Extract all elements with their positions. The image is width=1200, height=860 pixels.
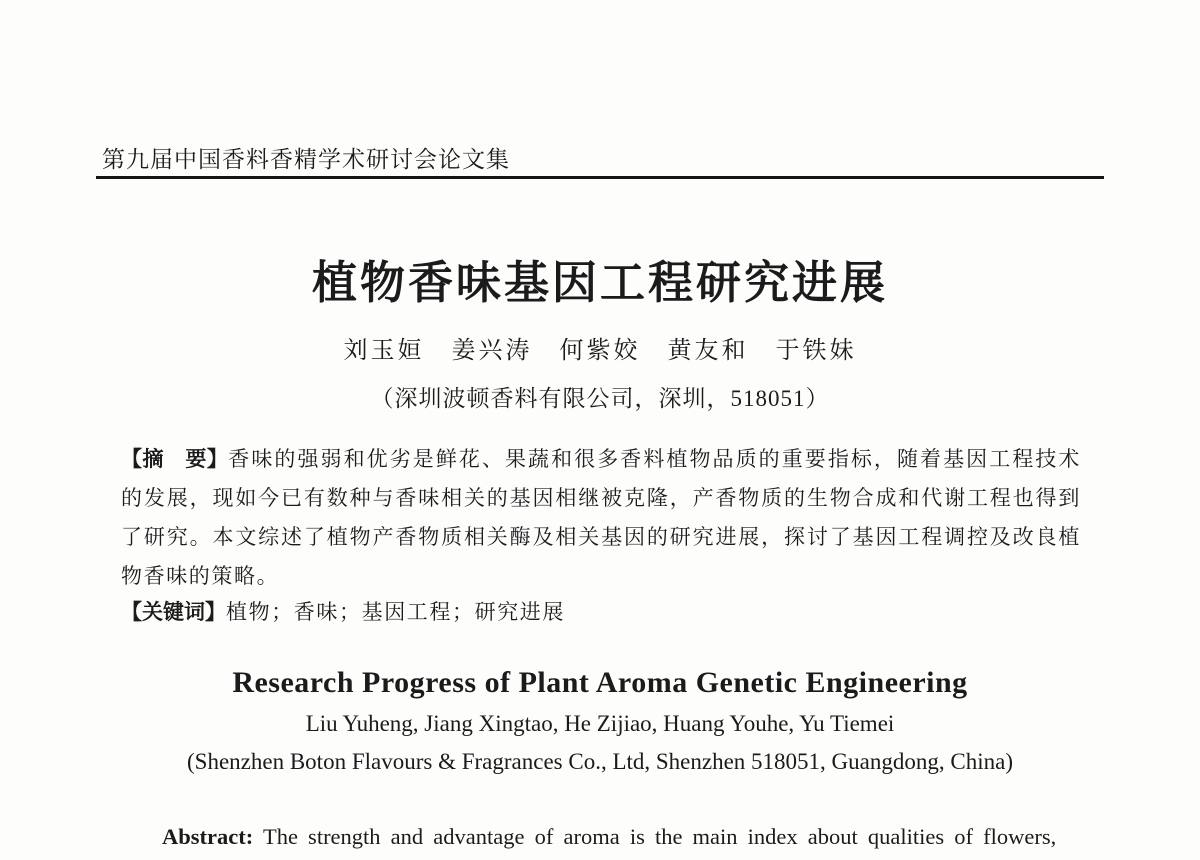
abstract-cn: [121, 440, 1081, 596]
header-rule-divider: [96, 176, 1104, 179]
abstract-label-cn: 【摘 要】: [121, 448, 229, 471]
keywords-label-cn: 【关键词】: [121, 601, 226, 624]
authors-en: Liu Yuheng, Jiang Xingtao, He Zijiao, Huang Youhe, Yu Tiemei: [305, 711, 895, 736]
abstract-en: [162, 820, 1162, 853]
abstract-label-en: Abstract:: [162, 824, 254, 849]
affiliation-cn: （深圳波顿香料有限公司，深圳，518051）: [370, 386, 830, 411]
paper-title-en: Research Progress of Plant Aroma Genetic Engineering: [232, 666, 968, 699]
keywords-cn: [121, 595, 1081, 630]
abstract-text-cn: 香味的强弱和优劣是鲜花、果蔬和很多香料植物品质的重要指标，随着基因工程技术的发展，现如今已有数种与香味相关的基因相继被克隆，产香物质的生物合成和代谢工程也得到了研究。本文综述了植物产香物质相关酶及相关基因的研究进展，探讨了基因工程调控及改良植物香味的策略。: [121, 447, 1081, 588]
keywords-text-cn: 植物；香味；基因工程；研究进展: [226, 600, 565, 624]
paper-title-cn: 植物香味基因工程研究进展: [311, 257, 888, 308]
authors-cn: 刘玉姮 姜兴涛 何紫姣 黄友和 于铁妹: [343, 338, 857, 364]
affiliation-en: (Shenzhen Boton Flavours & Fragrances Co., Ltd, Shenzhen 518051, Guangdong, China): [187, 749, 1013, 774]
running-header: 第九届中国香料香精学术研讨会论文集: [102, 147, 510, 172]
abstract-first-line-en: The strength and advantage of aroma is the main index about qualities of flowers,: [262, 824, 1057, 849]
